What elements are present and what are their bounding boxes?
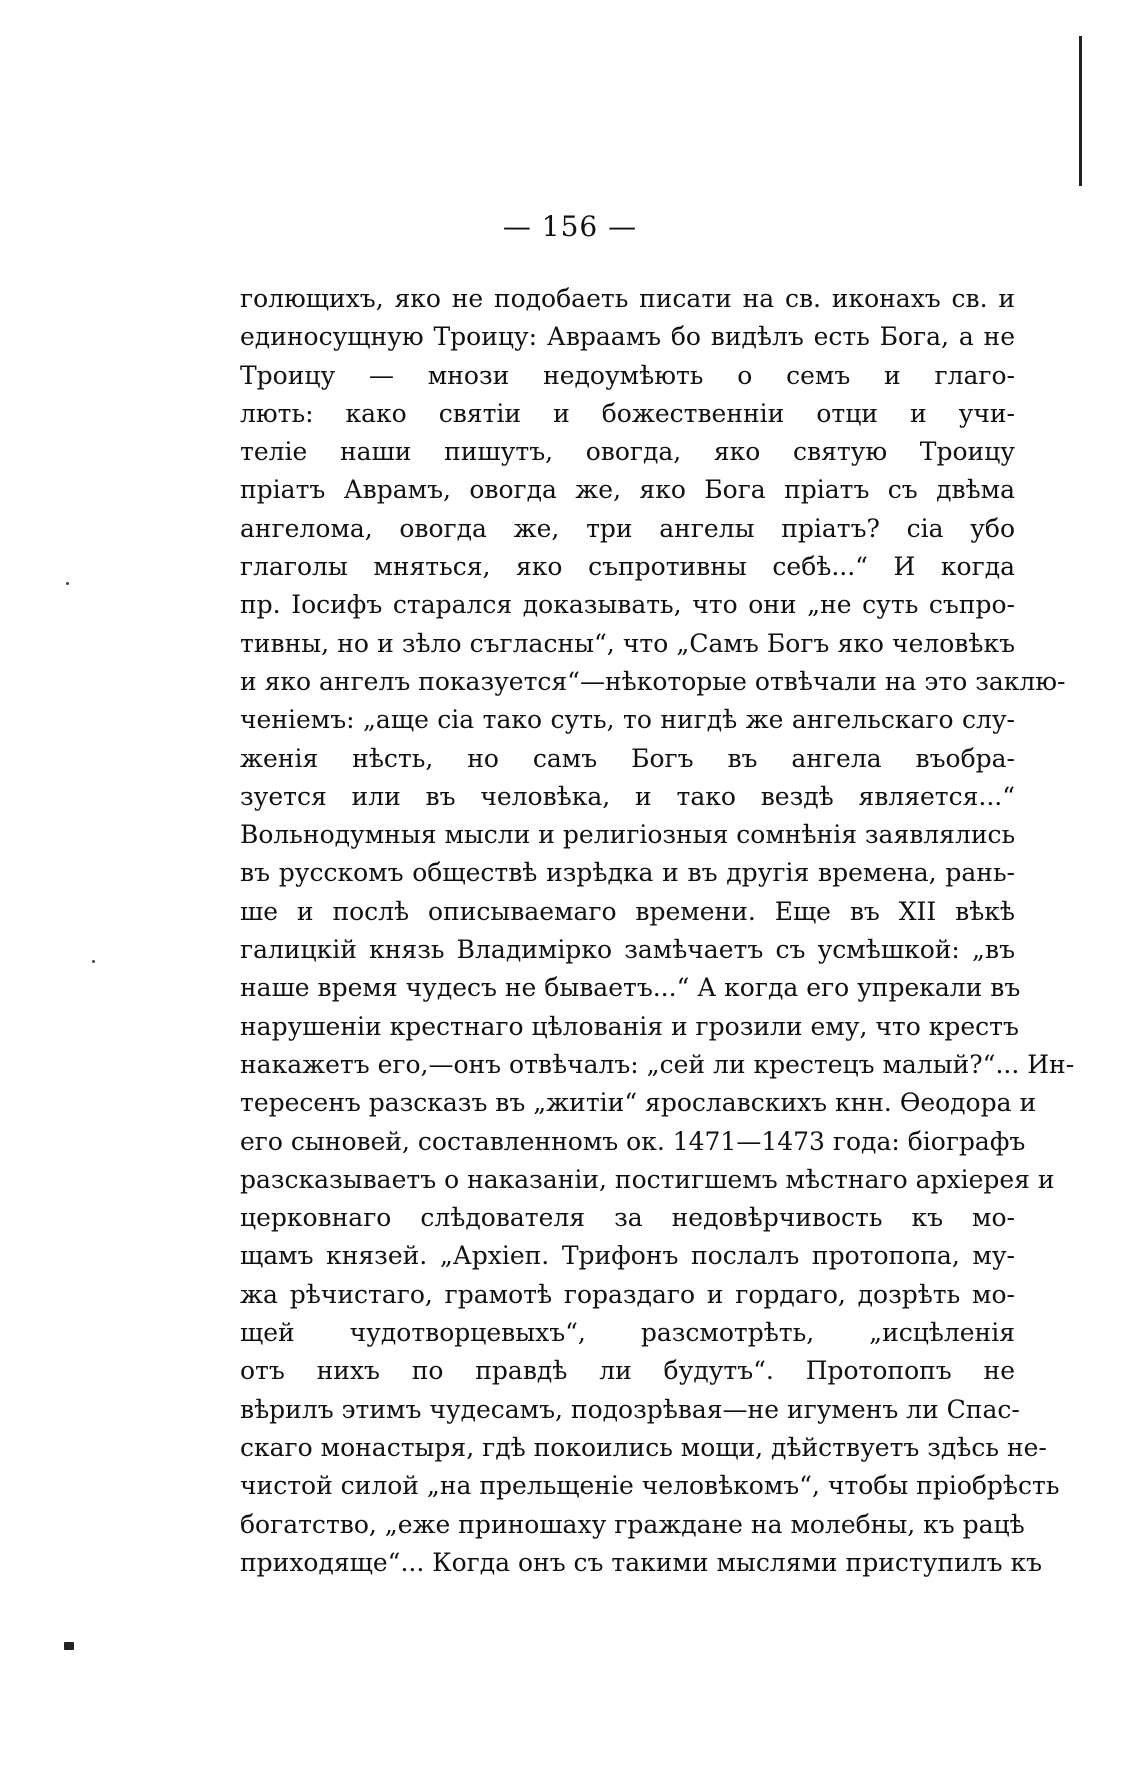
text-line: тересенъ разсказъ въ „житіи“ ярославскихъ кнн. Ѳеодора и	[240, 1088, 1037, 1118]
text-line: приходяще“... Когда онъ съ такими мыслями приступилъ къ	[240, 1547, 1043, 1577]
scan-edge-mark	[1079, 36, 1082, 186]
text-line: лють: како святіи и божественніи отци и учи-	[240, 398, 1015, 428]
text-line: отъ нихъ по правдѣ ли будутъ“. Протопопъ не	[240, 1356, 1015, 1386]
text-line: щамъ князей. „Архіеп. Трифонъ послалъ протопопа, му-	[240, 1241, 1015, 1271]
text-line: тивны, но и зѣло съгласны“, что „Самъ Богъ яко человѣкъ	[240, 628, 1015, 658]
text-line: нарушеніи крестнаго цѣлованія и грозили ему, что крестъ	[240, 1011, 1019, 1041]
text-line: чистой силой „на прельщеніе человѣкомъ“, чтобы пріобрѣсть	[240, 1471, 1060, 1501]
text-line: женія нѣсть, но самъ Богъ въ ангела въобра-	[240, 743, 1015, 773]
text-line: церковнаго слѣдователя за недовѣрчивость къ мо-	[240, 1203, 1015, 1233]
text-line: зуется или въ человѣка, и тако вездѣ является...“	[240, 781, 1015, 811]
scan-speck	[66, 582, 69, 585]
text-line: пр. Іосифъ старался доказывать, что они „не суть съпро-	[240, 590, 1015, 620]
text-line: въ русскомъ обществѣ изрѣдка и въ другія времена, рань-	[240, 858, 1015, 888]
text-line: голющихъ, яко не подобаеть писати на св. иконахъ св. и	[240, 284, 1015, 313]
text-line: ченіемъ: „аще сіа тако суть, то нигдѣ же ангельскаго слу-	[240, 705, 1015, 735]
text-line: накажетъ его,—онъ отвѣчалъ: „сей ли крестецъ малый?“... Ин-	[240, 1049, 1075, 1079]
text-line: скаго монастыря, гдѣ покоились мощи, дѣйствуетъ здѣсь не-	[240, 1432, 1047, 1462]
text-line: разсказываетъ о наказаніи, постигшемъ мѣстнаго архіерея и	[240, 1164, 1055, 1194]
text-line: пріатъ Аврамъ, овогда же, яко Бога пріатъ съ двѣма	[240, 475, 1015, 505]
text-line: Троицу — мнози недоумѣють о семъ и глаго-	[240, 360, 1015, 390]
text-line: щей чудотворцевыхъ“, разсмотрѣть, „исцѣленія	[240, 1318, 1015, 1348]
text-line: вѣрилъ этимъ чудесамъ, подозрѣвая—не игуменъ ли Спас-	[240, 1394, 1020, 1424]
text-line: теліе наши пишутъ, овогда, яко святую Троицу	[240, 437, 1015, 467]
page-number: — 156 —	[502, 210, 638, 243]
text-line: галицкій князь Владимірко замѣчаетъ съ усмѣшкой: „въ	[240, 935, 1015, 965]
text-line: единосущную Троицу: Авраамъ бо видѣлъ есть Бога, а не	[240, 322, 1015, 352]
text-line: наше время чудесъ не бываетъ...“ А когда его упрекали въ	[240, 973, 1021, 1003]
text-line: и яко ангелъ показуется“—нѣкоторые отвѣчали на это заклю-	[240, 666, 1066, 696]
text-line: ангелома, овогда же, три ангелы пріатъ? сіа убо	[240, 513, 1015, 543]
text-line: Вольнодумныя мысли и религіозныя сомнѣнія заявлялись	[240, 820, 1016, 850]
text-line: жа рѣчистаго, грамотѣ гораздаго и гордаго, дозрѣть мо-	[240, 1279, 1015, 1309]
text-line: глаголы мняться, яко съпротивны себѣ...“ И когда	[240, 552, 1015, 582]
text-line: его сыновей, составленномъ ок. 1471—1473 года: біографъ	[240, 1126, 1026, 1156]
scan-edge-mark	[64, 1642, 74, 1650]
text-line: ше и послѣ описываемаго времени. Еще въ XII вѣкѣ	[240, 896, 1015, 926]
text-line: богатство, „еже приношаху граждане на молебны, къ рацѣ	[240, 1509, 1025, 1539]
scan-speck	[92, 960, 95, 963]
body-text	[240, 280, 1075, 1582]
